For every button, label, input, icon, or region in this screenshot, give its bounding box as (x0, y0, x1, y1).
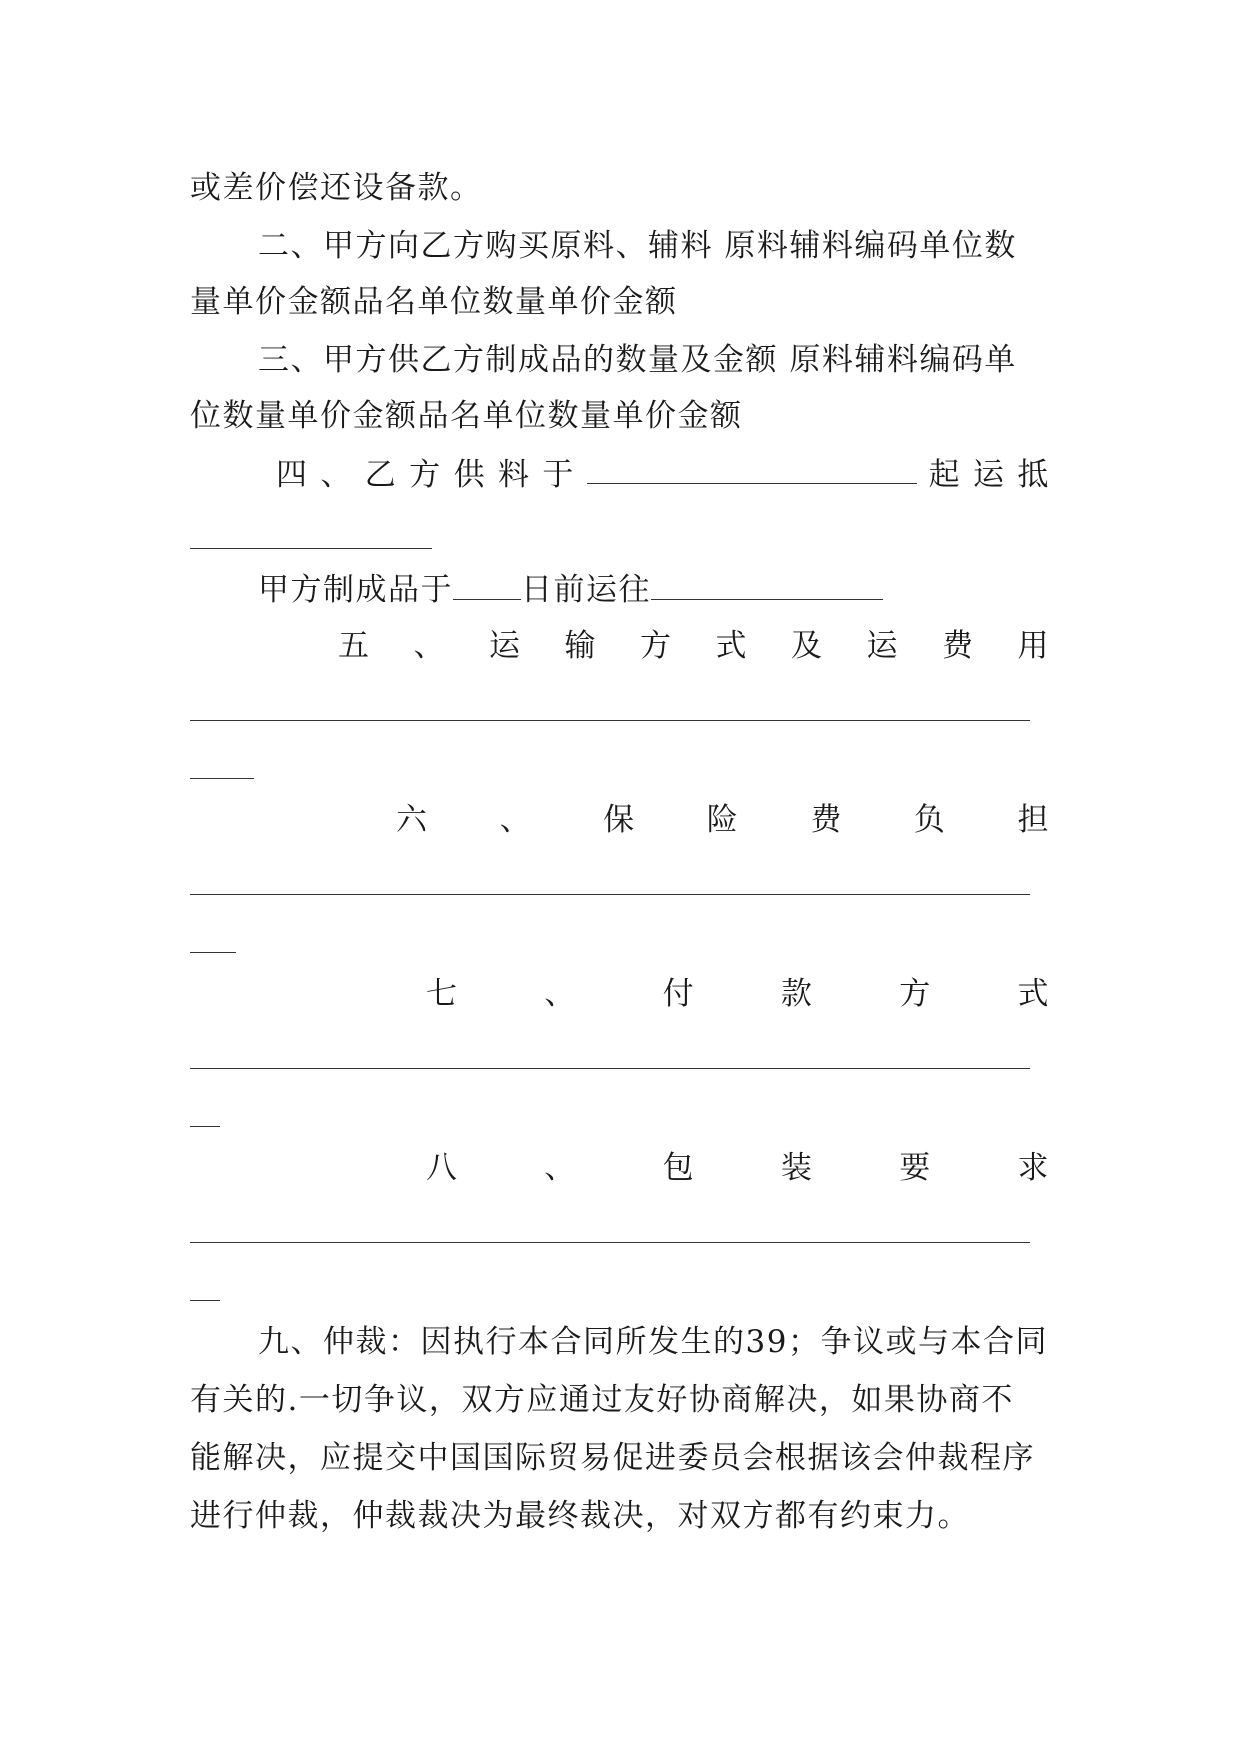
clause-9-line-3: 能解决，应提交中国国际贸易促进委员会根据该会仲裁程序 (190, 1440, 1035, 1476)
clause-8-char: 要 (899, 1150, 932, 1186)
delivery-text-a: 甲方制成品于 (258, 572, 453, 608)
clause-6-heading (396, 800, 1050, 840)
clause-7-heading (426, 974, 1050, 1014)
clause-7-char: 款 (780, 976, 814, 1012)
clause-4-char: 起 (928, 457, 962, 493)
clause-5-char: 及 (791, 628, 824, 664)
clause-5-char: 、 (413, 628, 446, 664)
clause-6-char: 费 (810, 802, 843, 838)
clause-5-char: 输 (564, 628, 597, 664)
clause-8-heading (426, 1148, 1050, 1188)
clause-5-char: 费 (942, 628, 975, 664)
fill-in-blank-line[interactable] (190, 1068, 1030, 1069)
clause-4-char: 抵 (1017, 457, 1050, 493)
date-blank[interactable] (453, 571, 521, 600)
clause-9-line-1: 九、仲裁：因执行本合同所发生的39；争议或与本合同 (258, 1324, 1048, 1360)
clause-9-line-4: 进行仲裁，仲裁裁决为最终裁决，对双方都有约束力。 (190, 1498, 970, 1534)
clause-5-char: 五 (338, 628, 371, 664)
fill-in-blank[interactable] (587, 455, 917, 484)
clause-6-char: 、 (499, 802, 533, 838)
clause-4-char: 乙 (364, 457, 398, 493)
clause-4-char: 运 (973, 457, 1006, 493)
clause-8-char: 求 (1017, 1150, 1050, 1186)
clause-4-char: 四 (276, 457, 309, 493)
clause-8-char: 装 (780, 1150, 814, 1186)
fill-in-blank-line[interactable] (190, 952, 236, 953)
fill-in-blank-line[interactable] (190, 1242, 1030, 1243)
clause-4-char: 方 (409, 457, 442, 493)
clause-5-char: 方 (640, 628, 673, 664)
fill-in-blank-line[interactable] (190, 894, 1030, 895)
clause-7-char: 、 (544, 976, 577, 1012)
fill-in-blank-line[interactable] (190, 548, 432, 549)
clause-2-line-2: 量单价金额品名单位数量单价金额 (190, 284, 678, 320)
clause-6-char: 险 (706, 802, 740, 838)
clause-7-char: 方 (899, 976, 932, 1012)
clause-3-line-1: 三、甲方供乙方制成品的数量及金额 原料辅料编码单 (258, 342, 1017, 378)
text-line: 或差价偿还设备款。 (190, 170, 483, 206)
fill-in-blank-line[interactable] (190, 1300, 220, 1301)
clause-8-char: 包 (662, 1150, 696, 1186)
clause-3-line-2: 位数量单价金额品名单位数量单价金额 (190, 398, 743, 434)
clause-4-char: 于 (542, 457, 575, 493)
clause-2-line-1: 二、甲方向乙方购买原料、辅料 原料辅料编码单位数 (258, 228, 1017, 264)
clause-6-char: 六 (396, 802, 429, 838)
clause-5-char: 式 (715, 628, 748, 664)
clause-7-char: 式 (1017, 976, 1050, 1012)
fill-in-blank-line[interactable] (190, 720, 1030, 721)
clause-6-char: 负 (913, 802, 947, 838)
clause-4-char: 供 (453, 457, 487, 493)
clause-5-char: 用 (1017, 628, 1050, 664)
clause-5-heading (338, 626, 1050, 666)
destination-blank[interactable] (651, 571, 883, 600)
clause-8-char: 、 (544, 1150, 577, 1186)
fill-in-blank-line[interactable] (190, 1126, 220, 1127)
clause-5-char: 运 (866, 628, 899, 664)
clause-4-char: 、 (320, 457, 353, 493)
delivery-line (258, 570, 958, 610)
clause-7-char: 付 (662, 976, 696, 1012)
clause-6-char: 保 (603, 802, 636, 838)
delivery-text-b: 日前运往 (521, 572, 651, 608)
clause-8-char: 八 (426, 1150, 459, 1186)
clause-7-char: 七 (426, 976, 459, 1012)
clause-4-line (276, 455, 1050, 495)
fill-in-blank-line[interactable] (190, 778, 254, 779)
clause-9-line-2: 有关的.一切争议，双方应通过友好协商解决，如果协商不 (190, 1382, 1014, 1418)
clause-6-char: 担 (1017, 802, 1050, 838)
clause-5-char: 运 (489, 628, 522, 664)
clause-4-char: 料 (497, 457, 531, 493)
